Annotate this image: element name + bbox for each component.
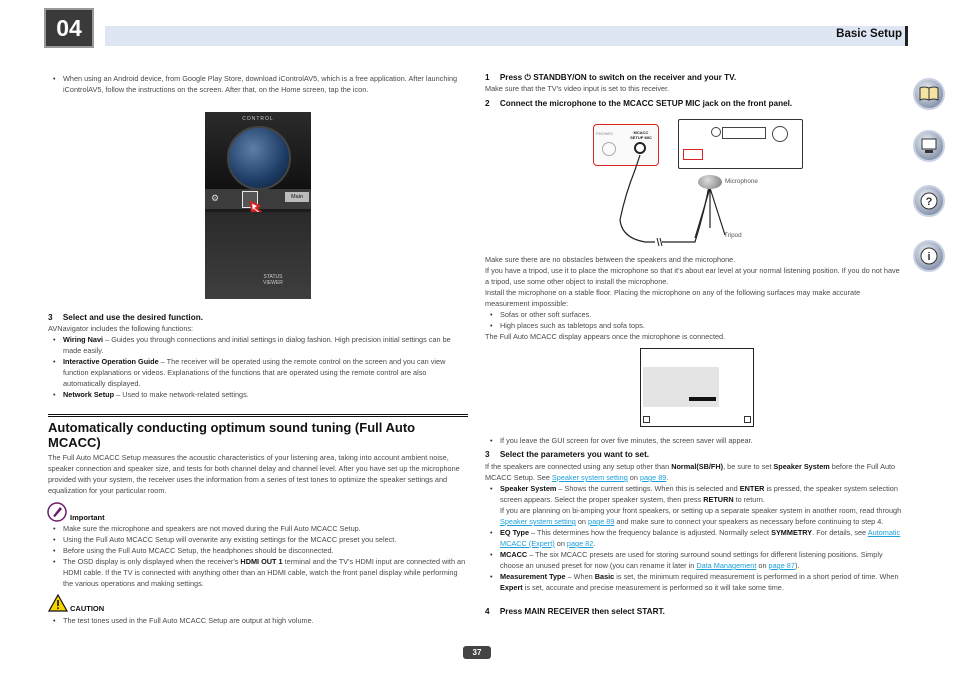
surface-item: • High places such as tabletops and sofa tops. [485,320,905,331]
obstacles-note: Make sure there are no obstacles between the speakers and the microphone. [485,255,736,264]
important-item: • Make sure the microphone and speakers are not moved during the Full Auto MCACC Setup. [48,523,469,534]
step3-text-3: before the Full Auto MCACC Setup. See [485,462,896,482]
step3-bold-normal: Normal(SB/FH) [671,462,724,471]
step3-text-2: , be sure to set [723,462,774,471]
main-zone-button[interactable]: Main [285,192,309,202]
receiver-display [722,127,766,139]
mcacc-jack-label: MCACC SETUP MIC [630,130,652,140]
param-text: If you are planning on bi-amping your front speakers, or setting up a separate speaker system in another room, read through [500,506,902,515]
param-text: is set, accurate and precise measurement is performed so it will take some time. [522,583,784,592]
h2-rule [48,414,468,415]
right-step3-number: 3 [485,450,490,459]
svg-text:i: i [927,251,931,263]
section-band-marker [905,26,908,46]
right-step2 [485,99,792,108]
section-title: Basic Setup [836,28,902,40]
param-name: EQ Type [500,528,530,537]
right-step1-desc: Make sure that the TV's video input is set to this receiver. [485,84,670,93]
important-title: Important [70,513,105,522]
right-step3-title: Select the parameters you want to set. [499,450,650,459]
function-text: – Guides you through connections and initial settings in dialog fashion. High precision initial settings can be made easily. [63,335,451,355]
mcacc-intro: The Full Auto MCACC Setup measures the acoustic characteristics of your listening area, taking into account ambient noise, speaker connection and speaker size, and tests for both channel delay and channel level. After you have set up the microphone provided with your system, the receiver uses the information from a series of test tones to optimize the speaker settings and equalization for your particular room. [48,453,460,495]
symmetry-value: SYMMETRY [771,528,813,537]
right-step4-title: Press MAIN RECEIVER then select START. [499,607,665,616]
screensaver-note: • If you leave the GUI screen for over five minutes, the screen saver will appear. [485,435,905,446]
auto-mcacc-expert-link[interactable]: Automatic MCACC (Expert) [500,528,901,548]
function-name: Wiring Navi [63,335,104,344]
step3-bold-speaker: Speaker System [773,462,830,471]
step3-on: on [627,473,640,482]
mcacc-screen-selection [689,397,716,401]
important-icon [47,502,67,522]
parameter-list [485,483,906,593]
param-text: – The six MCACC presets are used for storing surround sound settings for different listening positions. Simply choose an unused preset for now (you can rename it later in [500,550,883,570]
troubleshooting-icon[interactable] [913,185,945,217]
page-89-link-2[interactable]: page 89 [588,517,615,526]
status-viewer-label: STATUS VIEWER [263,274,283,286]
function-item [48,334,468,356]
left-step3-title: Select and use the desired function. [62,313,203,322]
page-82-link[interactable]: page 82 [566,539,594,548]
param-on: on [756,561,769,570]
page-89-link[interactable]: page 89 [639,473,667,482]
receiver-input-knob [711,127,721,137]
tips-icon[interactable] [913,240,945,272]
osd-bold: HDMI OUT 1 [240,557,283,566]
app-screenshot [205,112,311,299]
microphone-label: Microphone [725,178,758,185]
param-text: ). [794,561,800,570]
caution-icon [48,594,68,612]
function-list [48,334,468,400]
function-item [48,356,468,389]
right-step3 [485,450,649,459]
data-management-link[interactable]: Data Management [696,561,757,570]
param-text: . For details, see [812,528,868,537]
right-step2-title: Connect the microphone to the MCACC SETUP MIC jack on the front panel. [499,99,793,108]
surface-list [485,309,905,331]
volume-knob[interactable] [227,126,291,190]
param-text: is set, the minimum required measurement is performed in a short period of time. When [614,572,899,581]
param-eq-type [485,527,906,549]
right-step1-number: 1 [485,73,490,82]
important-item: • Before using the Full Auto MCACC Setup, the headphones should be disconnected. [48,545,469,556]
power-icon: ⏻ [524,73,531,82]
screensaver-list [485,435,905,446]
tripod-label: Tripod [724,232,742,239]
right-step1 [485,73,736,83]
right-step1-pre: Press [499,73,525,82]
display-note: The Full Auto MCACC display appears once the microphone is connected. [485,332,726,341]
mcacc-screen-corner-icon [643,416,650,423]
tripod-note: If you have a tripod, use it to place the microphone so that it's about ear level at your normal listening position. If you do not have a tripod, use some other object to install the microphone. [485,266,900,286]
caution-item: • The test tones used in the Full Auto MCACC Setup are output at high volume. [48,615,469,626]
param-name: Measurement Type [500,572,566,581]
right-step4-number: 4 [485,607,490,616]
important-list [48,523,469,589]
settings-icon[interactable]: ⚙ [211,193,220,203]
mcacc-screen-menu [643,367,719,407]
param-speaker-system [485,483,906,527]
right-step4 [485,607,665,616]
function-text: – The receiver will be operated using the remote control on the screen and you can view function explanations or videos. Explanations of the functions that are operated using the remote control are also automatically displayed. [63,357,446,388]
receiver-volume-knob [772,126,788,142]
caution-title: CAUTION [70,604,105,613]
connections-icon[interactable] [913,130,945,162]
android-note-list [48,73,466,95]
expert-value: Expert [500,583,523,592]
param-text: and make sure to connect your speakers as necessary before continuing to step 4. [614,517,884,526]
param-text: – Shows the current settings. When this is selected and [556,484,740,493]
enter-key: ENTER [739,484,765,493]
h2-rule-2 [48,416,468,417]
section-band [105,26,906,46]
android-note: • When using an Android device, from Google Play Store, download iControlAV5, which is a free application. After launching iControlAV5, follow the instructions on the screen. After that, on the Home screen, tap the icon. [48,73,466,95]
osd-text-2: terminal and the TV's HDMI input are connected with an HDMI cable. If the TV is connected with anything other than an HDMI cable, watch the front panel display while performing the various operations and making settings. [63,557,466,588]
important-item: • Using the Full Auto MCACC Setup will overwrite any existing settings for the MCACC preset you select. [48,534,469,545]
param-on: on [554,539,567,548]
function-text: – Used to make network-related settings. [114,390,249,399]
left-step3-number: 3 [48,313,53,322]
right-step3-desc [485,461,906,483]
param-on: on [575,517,589,526]
important-item [48,556,469,589]
param-mcacc [485,549,906,571]
param-name: MCACC [500,550,528,559]
step3-text: If the speakers are connected using any setup other than [485,462,672,471]
right-step1-post: STANDBY/ON to switch on the receiver and your TV. [530,73,737,82]
param-text: is pressed, the speaker system selection screen appears. Select the proper speaker system, then press [500,484,898,504]
param-text: – When [565,572,595,581]
mcacc-screen-corner-icon-2 [744,416,751,423]
surface-item: • Sofas or other soft surfaces. [485,309,905,320]
step3-end: . [666,473,669,482]
param-measurement-type [485,571,906,593]
param-text: – This determines how the frequency balance is adjusted. Normally select [529,528,772,537]
microphone-icon [698,175,722,189]
chapter-number: 04 [44,8,94,48]
function-name: Network Setup [63,390,115,399]
mcacc-heading: Automatically conducting optimum sound tuning (Full Auto MCACC) [48,420,416,450]
manual-book-icon[interactable] [913,78,945,110]
speaker-system-link-2[interactable]: Speaker system setting [500,517,576,526]
phones-label: PHONES [596,131,613,136]
left-step3 [48,313,203,322]
control-label: CONTROL [242,116,274,122]
page-number: 37 [463,646,491,659]
osd-text: The OSD display is only displayed when the receiver's [63,557,241,566]
param-name: Speaker System [500,484,557,493]
svg-text:?: ? [925,196,933,208]
param-text: . [593,539,596,548]
left-step3-intro: AVNavigator includes the following functions: [48,324,194,333]
function-name: Interactive Operation Guide [63,357,159,366]
speaker-system-link[interactable]: Speaker system setting [551,473,628,482]
stable-floor-note: Install the microphone on a stable floor. Placing the microphone on any of the following surfaces may make accurate measurement impossible: [485,288,861,308]
basic-value: Basic [594,572,615,581]
right-step2-number: 2 [485,99,490,108]
page-87-link[interactable]: page 87 [768,561,795,570]
param-text: to return. [733,495,765,504]
caution-list [48,615,469,626]
return-key: RETURN [703,495,734,504]
function-item [48,389,468,400]
